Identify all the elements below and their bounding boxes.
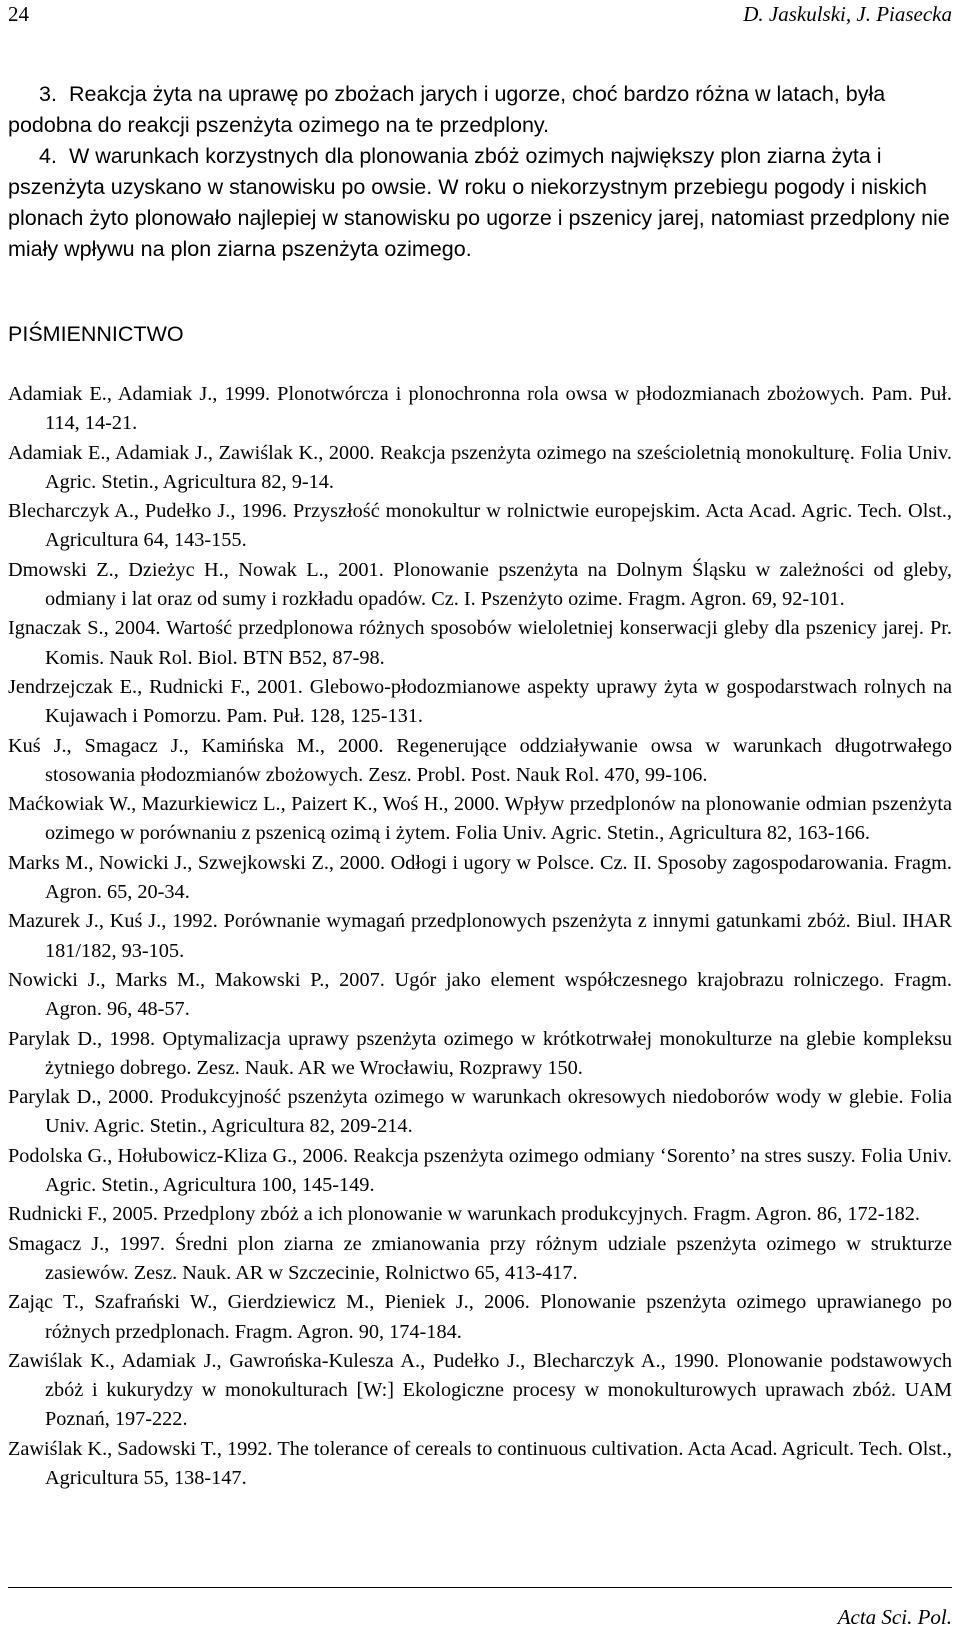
references-heading: PIŚMIENNICTWO: [8, 322, 184, 346]
conclusion-item: [8, 141, 952, 265]
reference-item: Adamiak E., Adamiak J., Zawiślak K., 2000. Reakcja pszenżyta ozimego na sześcioletnią monokulturę. Folia Univ. Agric. Stetin., Agricultura 82, 9-14.: [8, 441, 952, 493]
reference-item: Marks M., Nowicki J., Szwejkowski Z., 2000. Odłogi i ugory w Polsce. Cz. II. Sposoby zagospodarowania. Fragm. Agron. 65, 20-34.: [8, 851, 952, 904]
reference-item: Nowicki J., Marks M., Makowski P., 2007. Ugór jako element współczesnego krajobrazu rolniczego. Fragm. Agron. 96, 48-57.: [8, 968, 952, 1021]
reference-item: Smagacz J., 1997. Średni plon ziarna ze zmianowania przy różnym udziale pszenżyta ozimego w strukturze zasiewów. Zesz. Nauk. AR w Szczecinie, Rolnictwo 65, 413-417.: [8, 1232, 952, 1284]
page-header: [8, 0, 952, 32]
reference-item: Podolska G., Hołubowicz-Kliza G., 2006. Reakcja pszenżyta ozimego odmiany ‘Sorento’ na stres suszy. Folia Univ. Agric. Stetin., Agricultura 100, 145-149.: [8, 1144, 952, 1197]
reference-item: Zawiślak K., Adamiak J., Gawrońska-Kulesza A., Pudełko J., Blecharczyk A., 1990. Plonowanie podstawowych zbóż i kukurydzy w monokulturach [W:] Ekologiczne procesy w monokulturowych uprawach zbóż. UAM Poznań, 197-222.: [8, 1349, 952, 1431]
reference-item: Zając T., Szafrański W., Gierdziewicz M., Pieniek J., 2006. Plonowanie pszenżyta ozimego uprawianego po różnych przedplonach. Fragm. Agron. 90, 174-184.: [8, 1291, 952, 1343]
journal-footer: Acta Sci. Pol.: [837, 1605, 952, 1629]
reference-item: Mazurek J., Kuś J., 1992. Porównanie wymagań przedplonowych pszenżyta z innymi gatunkami zbóż. Biul. IHAR 181/182, 93-105.: [8, 910, 952, 962]
reference-item: Jendrzejczak E., Rudnicki F., 2001. Glebowo-płodozmianowe aspekty uprawy żyta w gospodarstwach rolnych na Kujawach i Pomorzu. Pam. Puł. 128, 125-131.: [8, 675, 952, 728]
conclusion-text: W warunkach korzystnych dla plonowania zbóż ozimych największy plon ziarna żyta i pszenżyta uzyskano w stanowisku po owsie. W roku o niekorzystnym przebiegu pogody i niskich plonach żyto plonowało najlepiej w stanowisku po ugorze i pszenicy jarej, natomiast przedplony nie miały wpływu na plon ziarna pszenżyta ozimego.: [8, 144, 950, 261]
reference-list: [8, 380, 952, 1493]
conclusion-number: 3.: [39, 82, 57, 106]
reference-item: Maćkowiak W., Mazurkiewicz L., Paizert K., Woś H., 2000. Wpływ przedplonów na plonowanie odmian pszenżyta ozimego w porównaniu z pszenicą ozimą i żytem. Folia Univ. Agric. Stetin., Agricultura 82, 163-166.: [8, 793, 952, 845]
running-head: D. Jaskulski, J. Piasecka: [743, 2, 952, 26]
reference-item: Kuś J., Smagacz J., Kamińska M., 2000. Regenerujące oddziaływanie owsa w warunkach długotrwałego stosowania płodozmianów zbożowych. Zesz. Probl. Post. Nauk Rol. 470, 99-106.: [8, 734, 952, 786]
reference-item: Dmowski Z., Dzieżyc H., Nowak L., 2001. Plonowanie pszenżyta na Dolnym Śląsku w zależności od gleby, odmiany i lat oraz od sumy i rozkładu opadów. Cz. I. Pszenżyto ozime. Fragm. Agron. 69, 92-101.: [8, 558, 952, 611]
conclusion-item: [8, 79, 952, 141]
conclusions: [8, 79, 952, 265]
reference-item: Ignaczak S., 2004. Wartość przedplonowa różnych sposobów wieloletniej konserwacji gleby dla pszenicy jarej. Pr. Komis. Nauk Rol. Biol. BTN B52, 87-98.: [8, 617, 952, 669]
reference-item: Parylak D., 1998. Optymalizacja uprawy pszenżyta ozimego w krótkotrwałej monokulturze na glebie kompleksu żytniego dobrego. Zesz. Nauk. AR we Wrocławiu, Rozprawy 150.: [8, 1027, 952, 1079]
reference-item: Adamiak E., Adamiak J., 1999. Plonotwórcza i plonochronna rola owsa w płodozmianach zbożowych. Pam. Puł. 114, 14-21.: [8, 383, 952, 435]
conclusion-number: 4.: [39, 144, 57, 168]
footer-divider: [8, 1587, 952, 1588]
reference-item: Zawiślak K., Sadowski T., 1992. The tolerance of cereals to continuous cultivation. Acta Acad. Agricult. Tech. Olst., Agricultura 55, 138-147.: [8, 1437, 952, 1489]
page-number: 24: [8, 2, 29, 26]
reference-item: Blecharczyk A., Pudełko J., 1996. Przyszłość monokultur w rolnictwie europejskim. Acta Acad. Agric. Tech. Olst., Agricultura 64, 143-155.: [8, 500, 952, 552]
reference-item: Rudnicki F., 2005. Przedplony zbóż a ich plonowanie w warunkach produkcyjnych. Fragm. Agron. 86, 172-182.: [8, 1203, 920, 1226]
reference-item: Parylak D., 2000. Produkcyjność pszenżyta ozimego w warunkach okresowych niedoborów wody w glebie. Folia Univ. Agric. Stetin., Agricultura 82, 209-214.: [8, 1086, 952, 1138]
conclusion-text: Reakcja żyta na uprawę po zbożach jarych i ugorze, choć bardzo różna w latach, była podobna do reakcji pszenżyta ozimego na te przedplony.: [8, 82, 886, 137]
